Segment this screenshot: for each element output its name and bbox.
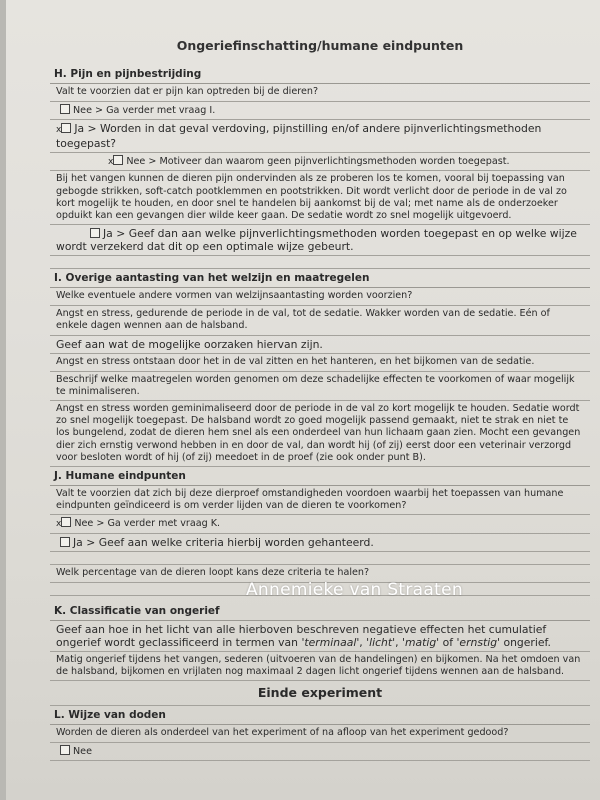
section-i-answer-3: Angst en stress worden geminimaliseerd door de periode in de val zo kort mogelijk te houden. Sedatie wordt zo snel mogelijk toegepast. De halsband wordt zo goed mogelijk passend gemaakt, niet te strak en niet te los bungelend, zodat de dieren hem snel als een onderdeel van hun lichaam gaan zien. Mocht een gevangen dier zich ernstig verwond hebben in en door de val, dan wordt hij (of zij) eerst door een veterinair verzorgd voor besloten wordt of hij (of zij) meedoet in de proef (zie ook onder punt B). [50, 401, 590, 467]
term-matig: 'matig' [401, 635, 440, 649]
section-l-option-nee [50, 743, 590, 761]
checkbox-sub-nee[interactable] [113, 155, 123, 165]
section-j-question-1: Valt te voorzien dat zich bij deze dierproef omstandigheden voordoen waarbij het toepassen van humane eindpunten geïndiceerd is om verder lijden van de dieren te voorkomen? [50, 486, 590, 515]
checkbox-nee[interactable] [60, 104, 70, 114]
checkbox-nee[interactable] [60, 745, 70, 755]
question-end: ongerief. [503, 635, 551, 649]
checkbox-nee[interactable] [61, 517, 71, 527]
section-h-question-1: Valt te voorzien dat er pijn kan optreden bij de dieren? [50, 84, 590, 102]
checked-mark: x [108, 157, 114, 168]
checkbox-sub-ja[interactable] [90, 228, 100, 238]
section-j-option-ja [50, 534, 590, 552]
section-k-question-1: Geef aan hoe in het licht van alle hierboven beschreven negatieve effecten het cumulatief ongerief wordt geclassificeerd in termen van 'terminaal', 'licht', 'matig' of 'ernstig' ongerief. [50, 621, 590, 652]
section-j-question-2: Welk percentage van de dieren loopt kans deze criteria te halen? [50, 565, 590, 583]
sub-option-ja-label: Ja > Geef dan aan welke pijnverlichtingsmethoden worden toegepast en op welke wijze wordt verzekerd dat dit op een optimale wijze gebeurt. [56, 227, 577, 254]
section-i-question-2: Geef aan wat de mogelijke oorzaken hiervan zijn. [50, 336, 590, 354]
question-text: Geef aan hoe in het licht van alle hierboven beschreven negatieve effecten het cumulatief ongerief wordt geclassificeerd in termen van [56, 622, 547, 649]
section-l-question-1: Worden de dieren als onderdeel van het experiment of na afloop van het experiment gedood? [50, 725, 590, 743]
form-content [50, 38, 590, 761]
document-page [6, 0, 600, 800]
section-j-option-nee [50, 515, 590, 533]
checkbox-ja[interactable] [60, 537, 70, 547]
word-of: of [442, 635, 454, 649]
checked-mark: x [56, 125, 62, 136]
section-i-answer-1: Angst en stress, gedurende de periode in de val, tot de sedatie. Wakker worden van de sedatie. Eén of enkele dagen wennen aan de halsband. [50, 306, 590, 335]
checkbox-ja[interactable] [61, 123, 71, 133]
term-terminaal: 'terminaal' [301, 635, 360, 649]
term-licht: 'licht' [366, 635, 396, 649]
section-i-answer-2: Angst en stress ontstaan door het in de val zitten en het hanteren, en het bijkomen van de sedatie. [50, 354, 590, 372]
blank-row [50, 256, 590, 269]
section-h-sub-option-ja [50, 225, 590, 256]
section-h-heading: H. Pijn en pijnbestrijding [50, 65, 590, 84]
option-ja-label: Ja > Geef aan welke criteria hierbij worden gehanteerd. [73, 535, 374, 549]
option-nee-label: Nee [73, 746, 92, 758]
section-h-sub-option-nee [50, 153, 590, 171]
page-title: Ongeriefinschatting/humane eindpunten [176, 38, 464, 53]
section-h-motivation: Bij het vangen kunnen de dieren pijn ondervinden als ze proberen los te komen, vooral bij toepassing van gebogde strikken, soft-catch pootklemmen en pootstrikken. Dit wordt verlicht door de periode in de val zo kort mogelijk te houden, en door snel te handelen bij aankomst bij de val; met name als de onderzoeker opduikt kan een gevangen dier wilde keer gaan. De sedatie wordt zo snel mogelijk uitgevoerd. [50, 171, 590, 225]
section-h-option-ja [50, 120, 590, 153]
section-l-heading: L. Wijze van doden [50, 706, 590, 725]
section-h-option-nee [50, 102, 590, 120]
einde-experiment-heading: Einde experiment [50, 681, 590, 706]
section-i-question-1: Welke eventuele andere vormen van welzijnsaantasting worden voorzien? [50, 288, 590, 306]
section-i-question-3: Beschrijf welke maatregelen worden genomen om deze schadelijke effecten te voorkomen of waar mogelijk te minimaliseren. [50, 372, 590, 401]
option-ja-label: Ja > Worden in dat geval verdoving, pijnstilling en/of andere pijnverlichtingsmethoden toegepast? [56, 122, 542, 151]
checked-mark: x [56, 519, 62, 530]
section-k-answer-1: Matig ongerief tijdens het vangen, sederen (uitvoeren van de handelingen) en bijkomen. Na het omdoen van de halsband, bijkomen en vrijlaten nog maximaal 2 dagen licht ongerief tijdens wennen aan de halsband. [50, 652, 590, 681]
watermark-text: Annemieke van Straaten [246, 580, 463, 600]
section-i-heading: I. Overige aantasting van het welzijn en maatregelen [50, 269, 590, 288]
section-j-heading: J. Humane eindpunten [50, 467, 590, 486]
section-k-heading: K. Classificatie van ongerief [50, 602, 590, 621]
option-nee-label: Nee > Ga verder met vraag K. [74, 518, 221, 530]
blank-row [50, 552, 590, 565]
option-nee-label: Nee > Ga verder met vraag I. [73, 105, 216, 116]
sub-option-nee-label: Nee > Motiveer dan waarom geen pijnverlichtingsmethoden worden toegepast. [126, 156, 510, 168]
term-ernstig: 'ernstig' [456, 635, 501, 649]
